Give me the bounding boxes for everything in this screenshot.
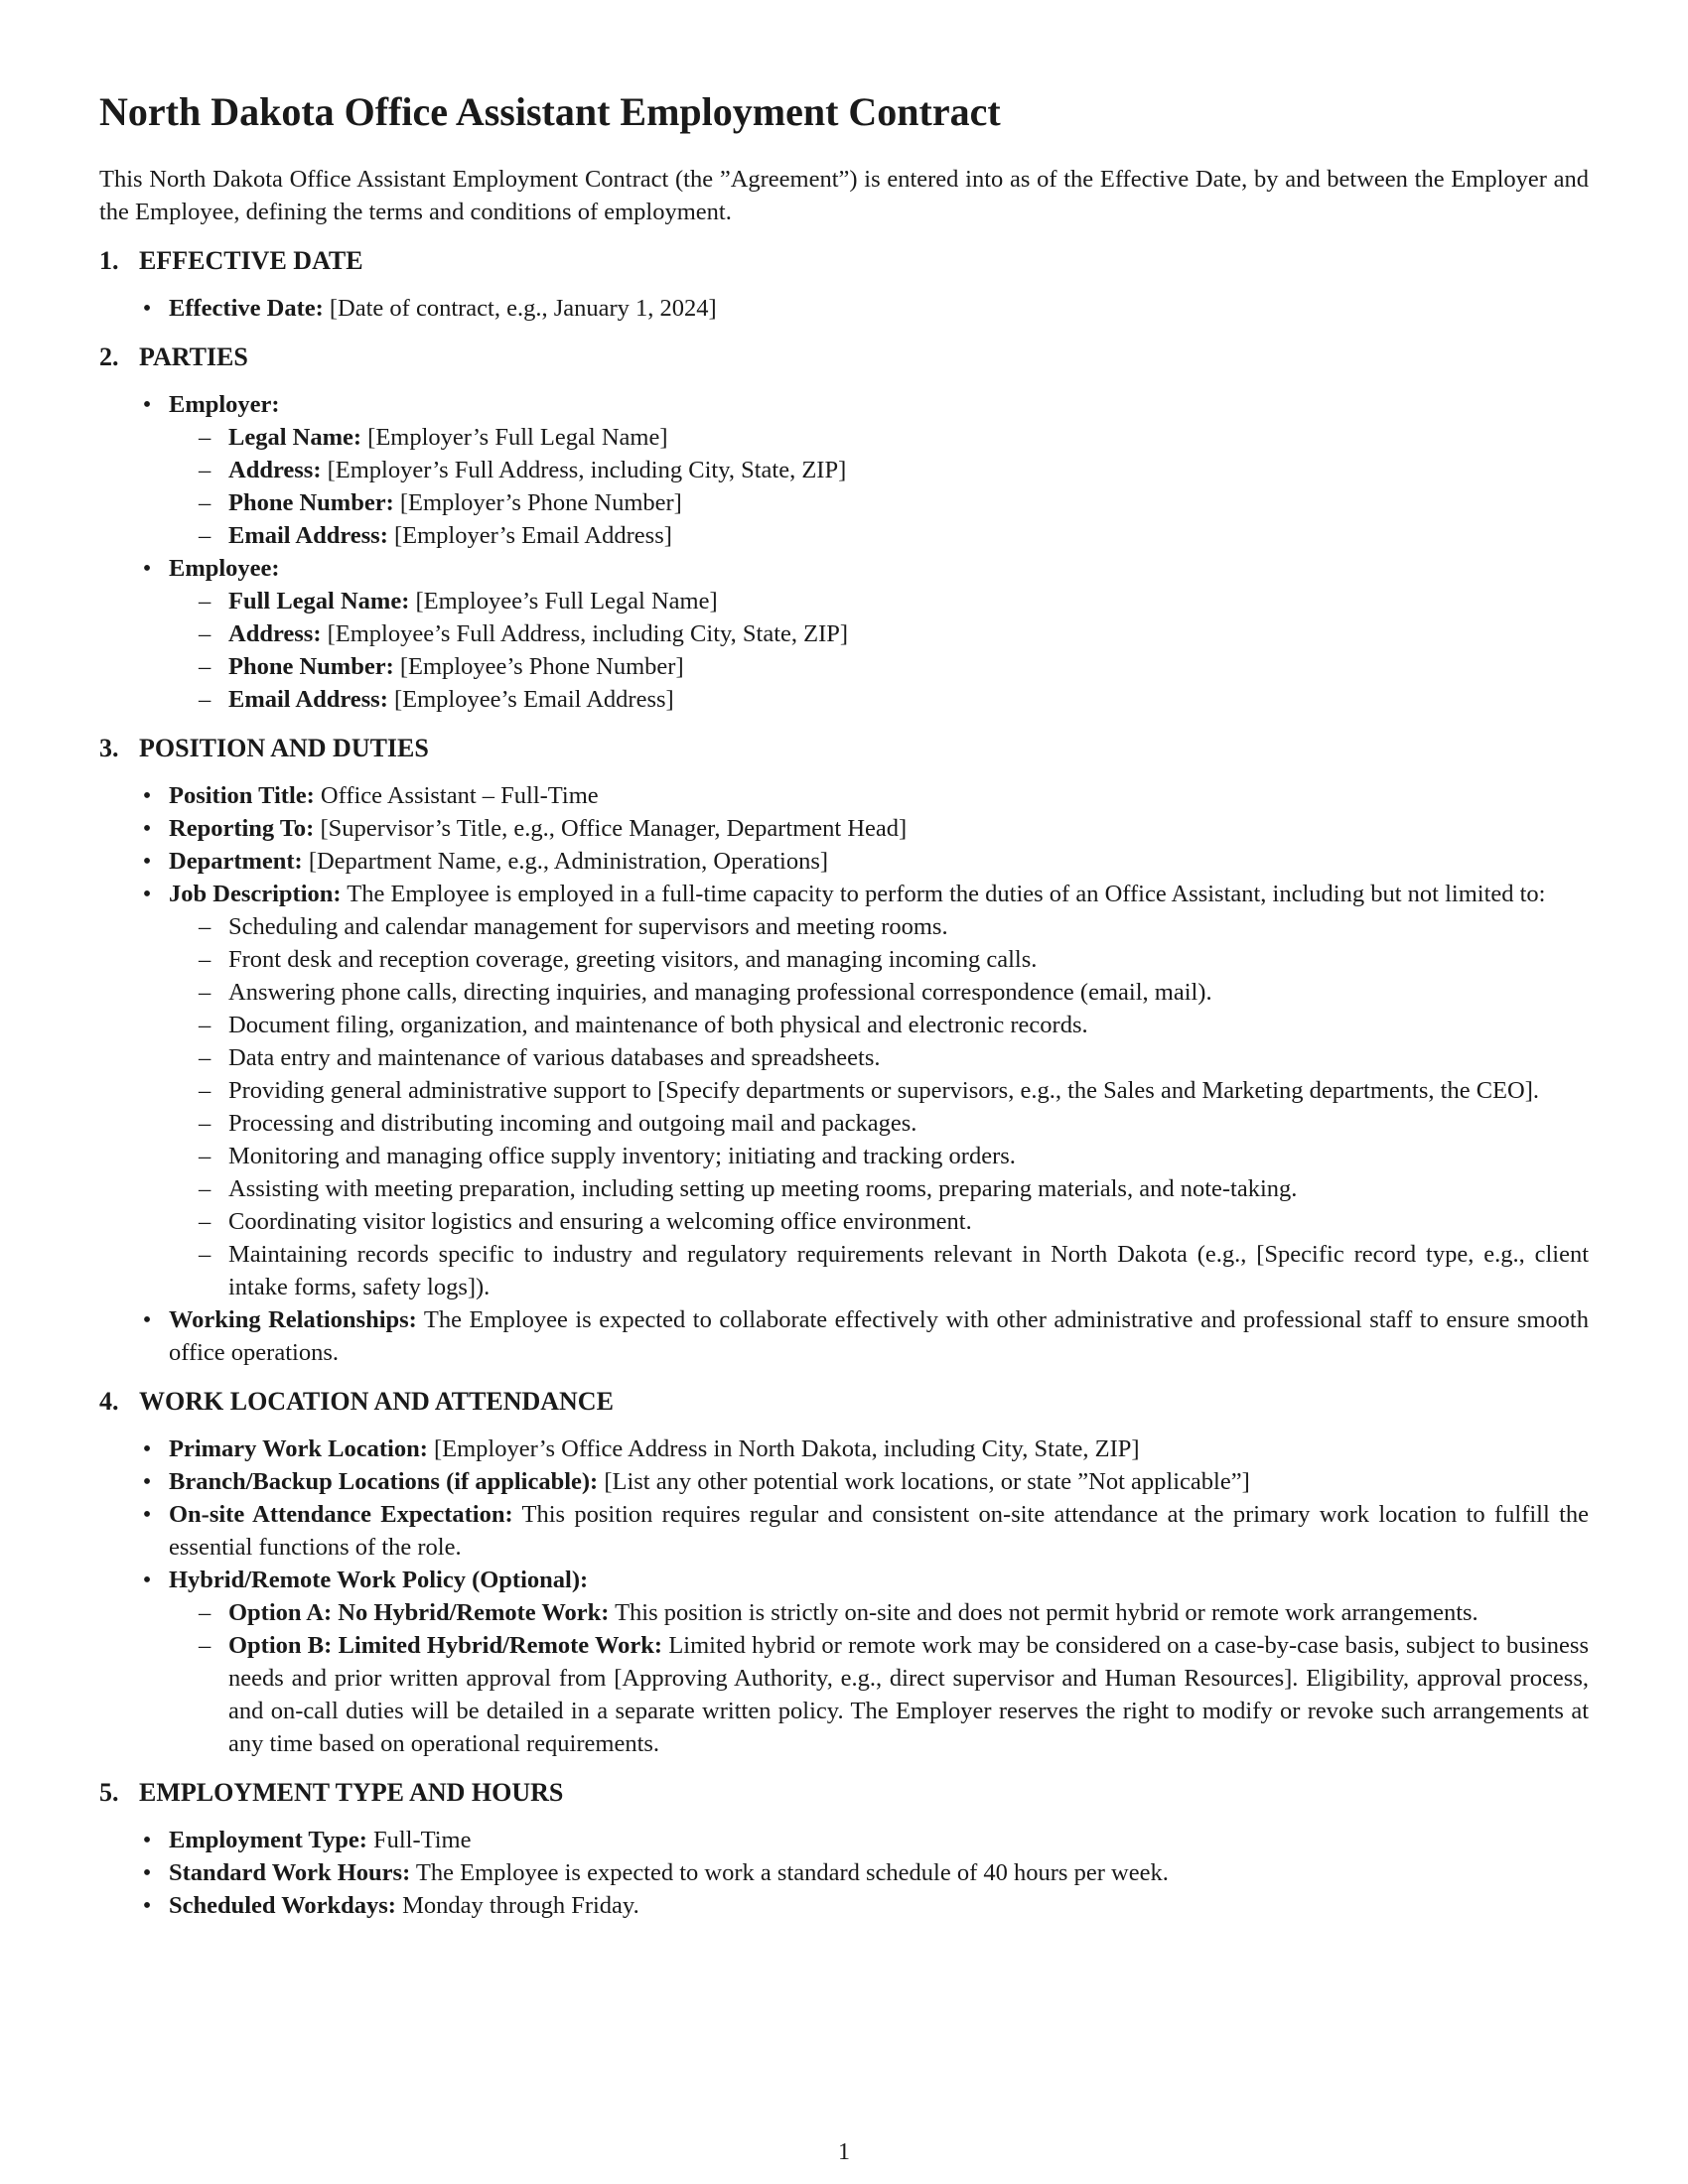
list-item: • Reporting To: [Supervisor’s Title, e.g., Office Manager, Department Head] — [142, 815, 908, 842]
parties-list — [99, 388, 1589, 716]
employee-item: • Employee: – Full Legal Name: [Employee’s Full Legal Name] – Address: [Employee’s Full Address, including City, State, ZIP] – Phone Number: [Employee’s Phone Number] – Email Address: [Employee’s Email Address] — [99, 552, 1589, 716]
section-heading-parties — [99, 341, 1589, 374]
field-value: The Employee is expected to work a standard schedule of 40 hours per week. — [410, 1859, 1169, 1886]
section-title: EMPLOYMENT TYPE AND HOURS — [139, 1778, 564, 1807]
duty-item: – Document filing, organization, and maintenance of both physical and electronic records. — [199, 1012, 1088, 1038]
employee-details — [169, 585, 1589, 716]
employment-type-list — [99, 1824, 1589, 1922]
effective-date-list — [99, 292, 1589, 325]
duty-item: – Maintaining records specific to industry and regulatory requirements relevant in North Dakota (e.g., [Specific record type, e.g., client intake forms, safety logs]). — [199, 1241, 1589, 1300]
field-value: [List any other potential work locations, or state ”Not applicable”] — [598, 1468, 1250, 1495]
duty-item: – Answering phone calls, directing inquiries, and managing professional correspondence (email, mail). — [199, 979, 1212, 1006]
field-label: Employment Type: — [169, 1827, 367, 1853]
hybrid-options — [169, 1596, 1589, 1760]
field-value: [Employee’s Phone Number] — [393, 653, 684, 680]
section-number: 2. — [99, 342, 119, 371]
field-label: Address: — [228, 457, 322, 483]
option-item: – Option B: Limited Hybrid/Remote Work: Limited hybrid or remote work may be considered on a case-by-case basis, subject to business needs and prior written approval from [Approving Authority, e.g., direct supervisor and Human Resources]. Eligibility, approval process, and on-call duties will be detailed in a separate written policy. The Employer reserves the right to modify or revoke such arrangements at any time based on operational requirements. — [199, 1632, 1589, 1757]
section-title: WORK LOCATION AND ATTENDANCE — [139, 1387, 614, 1416]
field-label: Reporting To: — [169, 815, 315, 842]
duty-item: – Scheduling and calendar management for supervisors and meeting rooms. — [199, 913, 948, 940]
duty-item: – Front desk and reception coverage, greeting visitors, and managing incoming calls. — [199, 946, 1038, 973]
field-value: This position is strictly on-site and does not permit hybrid or remote work arrangements. — [609, 1599, 1478, 1626]
duty-item: – Assisting with meeting preparation, including setting up meeting rooms, preparing materials, and note-taking. — [199, 1175, 1298, 1202]
employer-item: • Employer: – Legal Name: [Employer’s Full Legal Name] – Address: [Employer’s Full Address, including City, State, ZIP] – Phone Number: [Employer’s Phone Number] – Email Address: [Employer’s Email Address] — [99, 388, 1589, 552]
field-label: Address: — [228, 620, 322, 647]
field-value: [Employer’s Full Address, including City, State, ZIP] — [321, 457, 847, 483]
section-heading-work-location — [99, 1385, 1589, 1419]
field-label: Email Address: — [228, 522, 388, 549]
field-value: [Employer’s Email Address] — [387, 522, 672, 549]
duties-list — [169, 910, 1589, 1303]
field-label: Effective Date: — [169, 295, 324, 322]
field-label: Email Address: — [228, 686, 388, 713]
option-item: – Option A: No Hybrid/Remote Work: This position is strictly on-site and does not permit hybrid or remote work arrangements. — [199, 1599, 1478, 1626]
field-value: Limited hybrid or remote work may be considered on a case-by-case basis, subject to business needs and prior written approval from [Approving Authority, e.g., direct supervisor and Human Resources]. Eligibility, approval process, and on-call duties will be detailed in a separate written policy. The Employer reserves the right to modify or revoke such arrangements at any time based on operational requirements. — [228, 1632, 1589, 1757]
list-item: – Address: [Employer’s Full Address, including City, State, ZIP] — [199, 457, 847, 483]
list-item: – Full Legal Name: [Employee’s Full Legal Name] — [199, 588, 718, 614]
field-value: This position requires regular and consistent on-site attendance at the primary work location to fulfill the essential functions of the role. — [169, 1501, 1590, 1561]
section-number: 4. — [99, 1387, 119, 1416]
field-label: Working Relationships: — [169, 1306, 417, 1333]
field-label: Job Description: — [169, 881, 342, 907]
list-item: – Address: [Employee’s Full Address, including City, State, ZIP] — [199, 620, 849, 647]
list-item: • Branch/Backup Locations (if applicable): [List any other potential work locations, or state ”Not applicable”] — [142, 1468, 1250, 1495]
field-value: [Employee’s Email Address] — [387, 686, 674, 713]
list-item: • Working Relationships: The Employee is expected to collaborate effectively with other administrative and professional staff to ensure smooth office operations. — [142, 1306, 1589, 1366]
list-item: – Email Address: [Employee’s Email Address] — [199, 686, 674, 713]
employer-details — [169, 421, 1589, 552]
hybrid-policy-item: • Hybrid/Remote Work Policy (Optional): – Option A: No Hybrid/Remote Work: This position is strictly on-site and does not permit hybrid or remote work arrangements. – Option B: Limited Hybrid/Remote Work: Limited hybrid or remote work may be considered on a case-by-case basis, subject to business needs and prior written approval from [Approving Authority, e.g., direct supervisor and Human Resources]. Eligibility, approval process, and on-call duties will be detailed in a separate written policy. The Employer reserves the right to modify or revoke such arrangements at any time based on operational requirements. — [99, 1564, 1589, 1760]
field-label: Primary Work Location: — [169, 1435, 428, 1462]
list-item: • Primary Work Location: [Employer’s Office Address in North Dakota, including City, State, ZIP] — [142, 1435, 1140, 1462]
employer-label: Employer: — [169, 391, 280, 418]
section-number: 5. — [99, 1778, 119, 1807]
document-page — [99, 87, 1589, 1938]
job-description-item: • Job Description: The Employee is employed in a full-time capacity to perform the duties of an Office Assistant, including but not limited to: – Scheduling and calendar management for supervisors and meeting rooms. – Front desk and reception coverage, greeting visitors, and managing incoming calls. – Answering phone calls, directing inquiries, and managing professional correspondence (email, mail). – Document filing, organization, and maintenance of both physical and electronic records. – Data entry and maintenance of various databases and spreadsheets. – Providing general administrative support to [Specify departments or supervisors, e.g., the Sales and Marketing departments, the CEO]. – Processing and distributing incoming and outgoing mail and packages. – Monitoring and managing office supply inventory; initiating and tracking orders. – Assisting with meeting preparation, including setting up meeting rooms, preparing materials, and note-taking. – Coordinating visitor logistics and ensuring a welcoming office environment. – Maintaining records specific to industry and regulatory requirements relevant in North Dakota (e.g., [Specific record type, e.g., client intake forms, safety logs]). — [99, 878, 1589, 1303]
list-item: – Phone Number: [Employer’s Phone Number] — [199, 489, 682, 516]
field-label: Full Legal Name: — [228, 588, 410, 614]
field-value: Monday through Friday. — [395, 1892, 639, 1919]
section-title: PARTIES — [139, 342, 248, 371]
duty-item: – Processing and distributing incoming and outgoing mail and packages. — [199, 1110, 917, 1137]
section-heading-employment-type — [99, 1776, 1589, 1810]
field-value: The Employee is employed in a full-time capacity to perform the duties of an Office Assistant, including but not limited to: — [341, 881, 1546, 907]
list-item: • Department: [Department Name, e.g., Administration, Operations] — [142, 848, 829, 875]
list-item: • Employment Type: Full-Time — [142, 1827, 472, 1853]
duty-item: – Coordinating visitor logistics and ensuring a welcoming office environment. — [199, 1208, 972, 1235]
employee-label: Employee: — [169, 555, 280, 582]
field-label: Department: — [169, 848, 303, 875]
field-label: Position Title: — [169, 782, 315, 809]
list-item: – Phone Number: [Employee’s Phone Number] — [199, 653, 684, 680]
field-value: The Employee is expected to collaborate effectively with other administrative and professional staff to ensure smooth office operations. — [169, 1306, 1589, 1366]
duty-item: – Providing general administrative support to [Specify departments or supervisors, e.g., the Sales and Marketing departments, the CEO]. — [199, 1077, 1539, 1104]
list-item: – Legal Name: [Employer’s Full Legal Name] — [199, 424, 668, 451]
list-item: – Email Address: [Employer’s Email Address] — [199, 522, 672, 549]
field-value: [Supervisor’s Title, e.g., Office Manager, Department Head] — [314, 815, 908, 842]
page-title: North Dakota Office Assistant Employment Contract — [99, 89, 1001, 134]
section-heading-position-and-duties — [99, 732, 1589, 765]
field-value: [Employee’s Full Legal Name] — [409, 588, 718, 614]
list-item: • Scheduled Workdays: Monday through Friday. — [142, 1892, 639, 1919]
field-label: Phone Number: — [228, 489, 394, 516]
field-label: On-site Attendance Expectation: — [169, 1501, 513, 1528]
field-label: Branch/Backup Locations (if applicable): — [169, 1468, 599, 1495]
field-label: Standard Work Hours: — [169, 1859, 411, 1886]
field-label: Legal Name: — [228, 424, 362, 451]
field-label: Option B: Limited Hybrid/Remote Work: — [228, 1632, 663, 1659]
field-value: [Employer’s Full Legal Name] — [361, 424, 668, 451]
field-value: Office Assistant – Full-Time — [314, 782, 599, 809]
page-number: 1 — [838, 2139, 850, 2165]
intro-paragraph: This North Dakota Office Assistant Employment Contract (the ”Agreement”) is entered into as of the Effective Date, by and between the Employer and the Employee, defining the terms and conditions of employment. — [99, 166, 1589, 225]
section-number: 3. — [99, 734, 119, 762]
field-label: Phone Number: — [228, 653, 394, 680]
section-title: EFFECTIVE DATE — [139, 246, 363, 275]
field-value: [Department Name, e.g., Administration, Operations] — [302, 848, 829, 875]
field-label: Hybrid/Remote Work Policy (Optional): — [169, 1567, 589, 1593]
field-value: [Employer’s Phone Number] — [393, 489, 682, 516]
duty-item: – Monitoring and managing office supply inventory; initiating and tracking orders. — [199, 1143, 1016, 1169]
list-item: • Effective Date: [Date of contract, e.g., January 1, 2024] — [142, 295, 717, 322]
section-number: 1. — [99, 246, 119, 275]
list-item: • Standard Work Hours: The Employee is expected to work a standard schedule of 40 hours per week. — [142, 1859, 1169, 1886]
field-value: [Employer’s Office Address in North Dakota, including City, State, ZIP] — [427, 1435, 1140, 1462]
section-heading-effective-date — [99, 244, 1589, 278]
list-item: • On-site Attendance Expectation: This position requires regular and consistent on-site attendance at the primary work location to fulfill the essential functions of the role. — [142, 1501, 1590, 1561]
location-list — [99, 1433, 1589, 1760]
list-item: • Position Title: Office Assistant – Full-Time — [142, 782, 599, 809]
position-list — [99, 779, 1589, 1369]
field-value: [Date of contract, e.g., January 1, 2024] — [323, 295, 717, 322]
field-value: [Employee’s Full Address, including City, State, ZIP] — [321, 620, 849, 647]
field-label: Option A: No Hybrid/Remote Work: — [228, 1599, 610, 1626]
duty-item: – Data entry and maintenance of various databases and spreadsheets. — [199, 1044, 881, 1071]
section-title: POSITION AND DUTIES — [139, 734, 429, 762]
field-value: Full-Time — [366, 1827, 472, 1853]
field-label: Scheduled Workdays: — [169, 1892, 396, 1919]
